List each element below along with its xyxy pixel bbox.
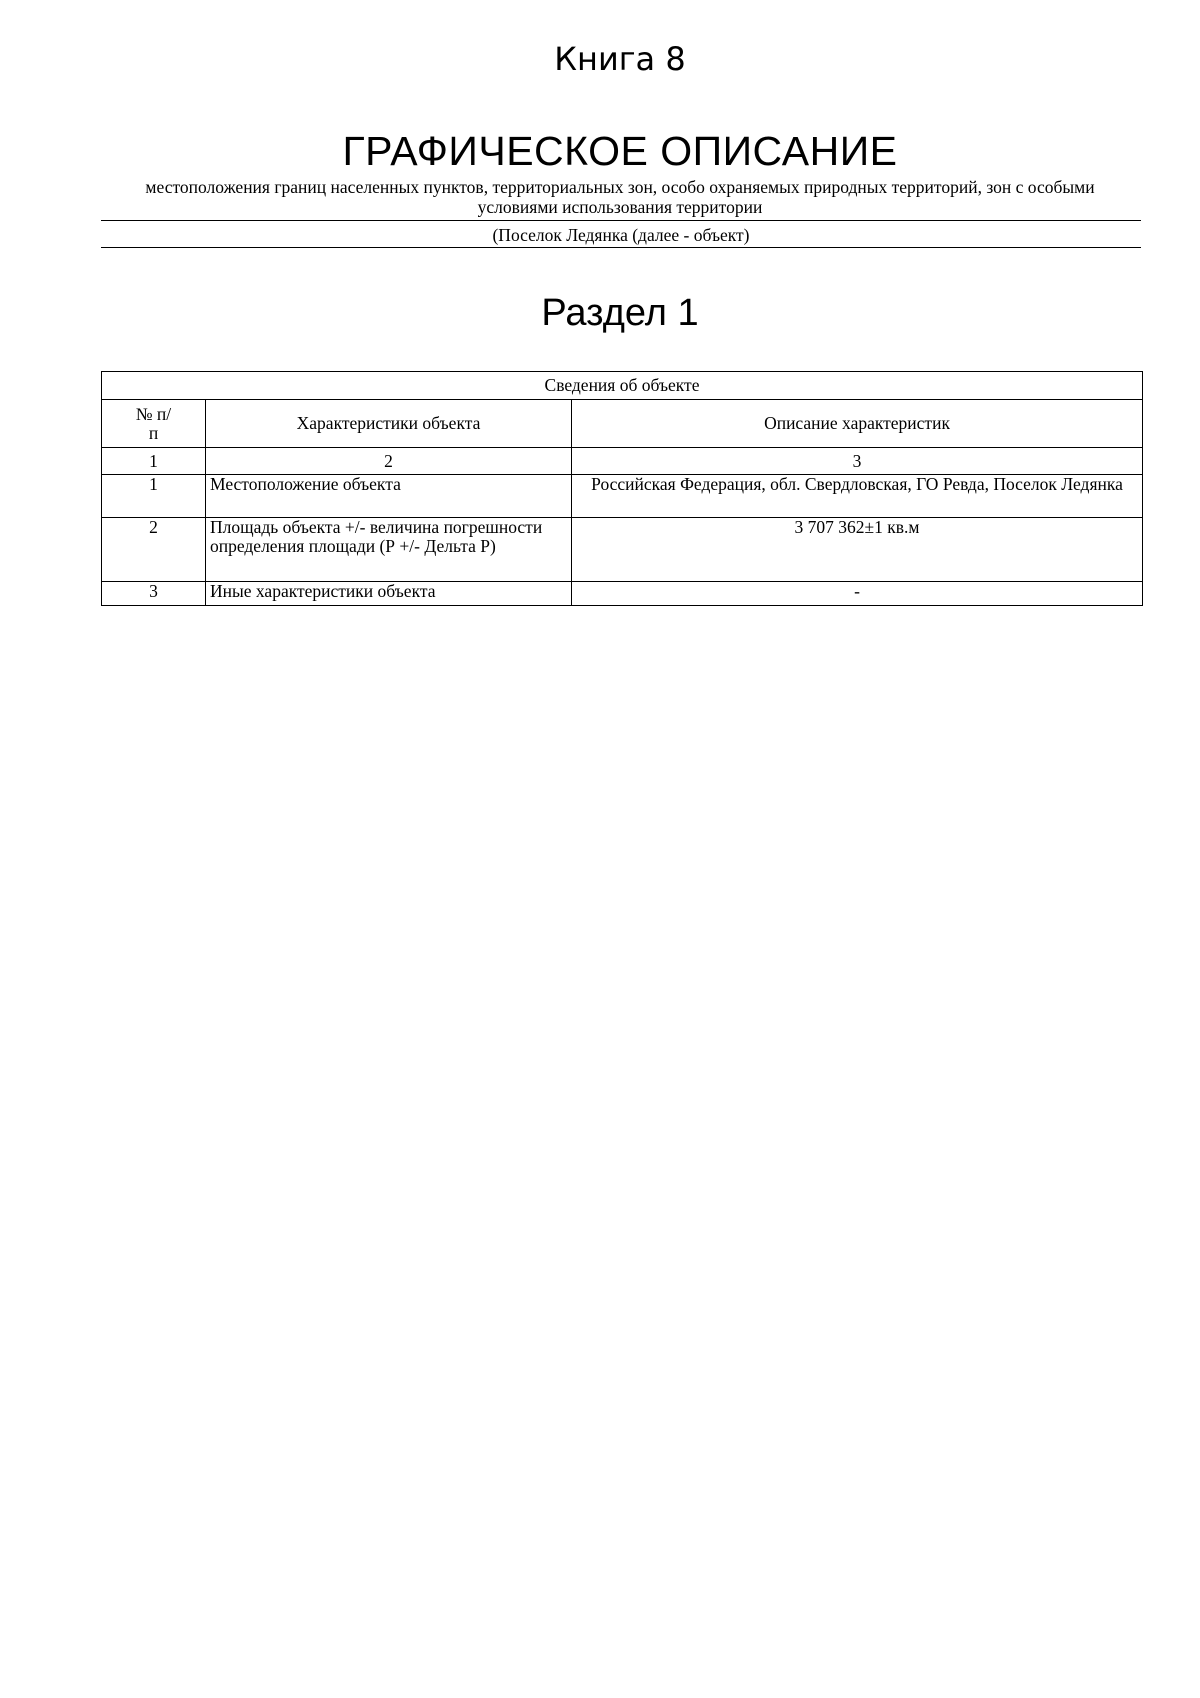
table-header-row bbox=[102, 400, 1143, 448]
table-row bbox=[102, 582, 1143, 606]
column-number: 1 bbox=[102, 448, 206, 475]
header-characteristic: Характеристики объекта bbox=[206, 400, 572, 448]
table-row bbox=[102, 475, 1143, 518]
section-title: Раздел 1 bbox=[541, 292, 699, 334]
divider-bottom bbox=[101, 247, 1141, 248]
row-characteristic: Площадь объекта +/- величина погрешности определения площади (Р +/- Дельта Р) bbox=[206, 518, 572, 582]
row-characteristic: Иные характеристики объекта bbox=[206, 582, 572, 606]
row-number: 1 bbox=[102, 475, 206, 518]
document-subtitle: местоположения границ населенных пунктов, территориальных зон, особо охраняемых природных территорий, зон с особыми условиями использования территории bbox=[145, 177, 1095, 217]
row-number: 2 bbox=[102, 518, 206, 582]
column-number: 3 bbox=[572, 448, 1143, 475]
row-number: 3 bbox=[102, 582, 206, 606]
document-title: ГРАФИЧЕСКОЕ ОПИСАНИЕ bbox=[342, 128, 898, 174]
row-description: 3 707 362±1 кв.м bbox=[572, 518, 1143, 582]
column-number: 2 bbox=[206, 448, 572, 475]
table-row bbox=[102, 518, 1143, 582]
object-info-table bbox=[101, 371, 1143, 606]
table-caption-row bbox=[102, 372, 1143, 400]
header-description: Описание характеристик bbox=[572, 400, 1143, 448]
divider-top bbox=[101, 220, 1141, 221]
table-caption: Сведения об объекте bbox=[102, 372, 1143, 400]
row-characteristic: Местоположение объекта bbox=[206, 475, 572, 518]
object-name: (Поселок Ледянка (далее - объект) bbox=[492, 225, 750, 245]
header-number: № п/п bbox=[102, 400, 206, 448]
column-number-row bbox=[102, 448, 1143, 475]
book-label: Книга 8 bbox=[554, 40, 686, 78]
row-description: Российская Федерация, обл. Свердловская, ГО Ревда, Поселок Ледянка bbox=[572, 475, 1143, 518]
row-description: - bbox=[572, 582, 1143, 606]
